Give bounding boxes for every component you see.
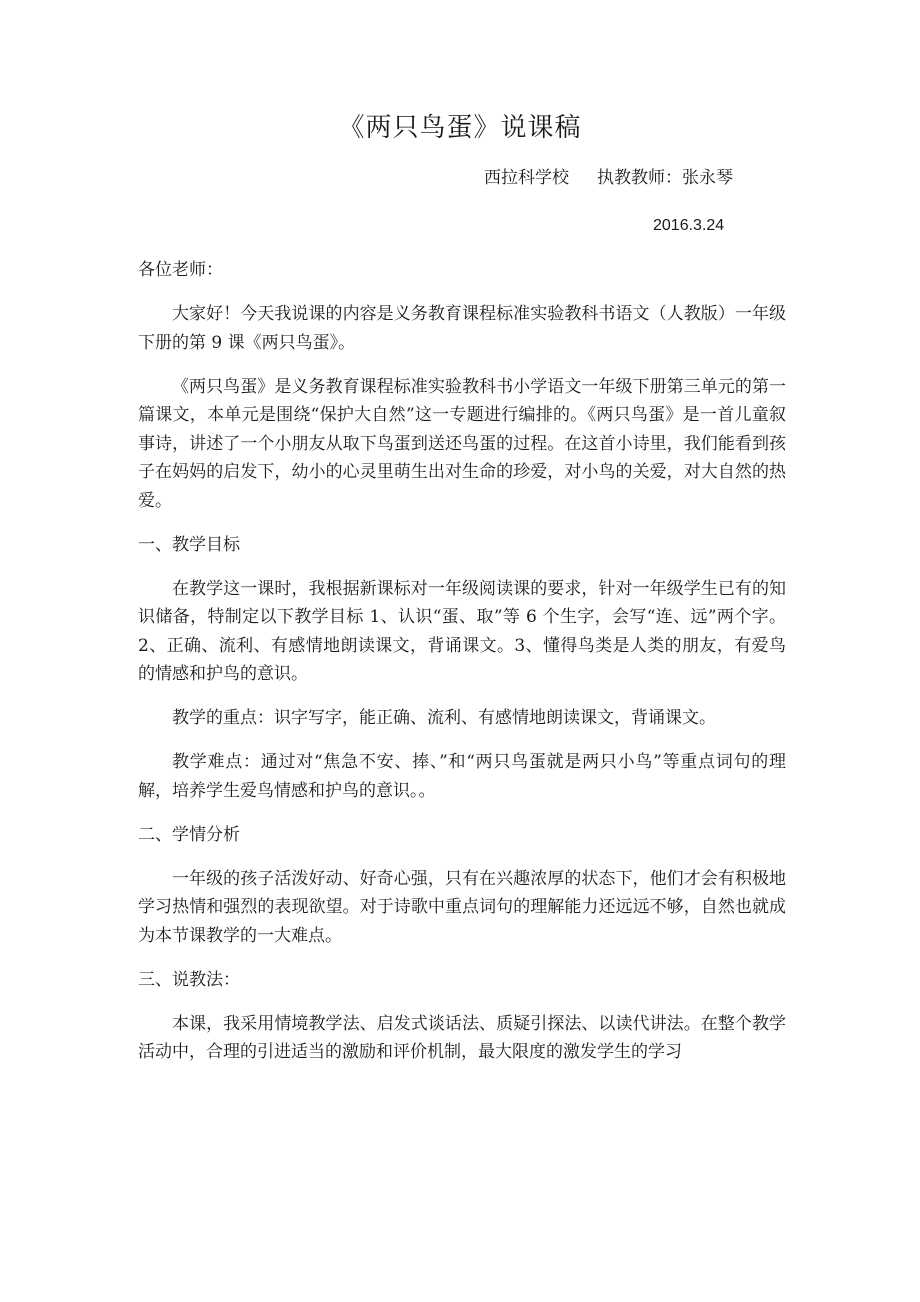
document-date: 2016.3.24 xyxy=(653,217,725,234)
paragraph-text-overview: 《两只鸟蛋》是义务教育课程标准实验教科书小学语文一年级下册第三单元的第一篇课文，本单元是围绕“保护大自然”这一专题进行编排的。《两只鸟蛋》是一首儿童叙事诗，讲述了一个小朋友从取下鸟蛋到送还鸟蛋的过程。在这首小诗里，我们能看到孩子在妈妈的启发下，幼小的心灵里萌生出对生命的珍爱，对小鸟的关爱，对大自然的热爱。 xyxy=(138,376,786,511)
paragraph-methods: 本课，我采用情境教学法、启发式谈话法、质疑引探法、以读代讲法。在整个教学活动中，合理的引进适当的激励和评价机制，最大限度的激发学生的学习 xyxy=(138,1013,786,1062)
paragraph-intro: 大家好！今天我说课的内容是义务教育课程标准实验教科书语文（人教版）一年级下册的第 9 课《两只鸟蛋》。 xyxy=(138,304,786,353)
school-name: 西拉科学校 xyxy=(484,168,569,188)
author-line xyxy=(484,164,733,192)
greeting: 各位老师： xyxy=(138,260,223,280)
paragraph-goals: 在教学这一课时，我根据新课标对一年级阅读课的要求，针对一年级学生已有的知识储备，特制定以下教学目标 1、认识“蛋、取”等 6 个生字，会写“连、远”两个字。2、正确、流利、有感情地朗读课文，背诵课文。3、懂得鸟类是人类的朋友，有爱鸟的情感和护鸟的意识。 xyxy=(138,578,786,684)
section-heading-analysis: 二、学情分析 xyxy=(138,824,240,845)
paragraph-analysis: 一年级的孩子活泼好动、好奇心强，只有在兴趣浓厚的状态下，他们才会有积极地学习热情和强烈的表现欲望。对于诗歌中重点词句的理解能力还远远不够，自然也就成为本节课教学的一大难点。 xyxy=(138,868,786,946)
paragraph-key-points: 教学的重点：识字写字，能正确、流利、有感情地朗读课文，背诵课文。 xyxy=(172,708,716,728)
paragraph-difficulties: 教学难点：通过对“焦急不安、捧、”和“两只鸟蛋就是两只小鸟”等重点词句的理解，培养学生爱鸟情感和护鸟的意识。。 xyxy=(138,752,786,801)
document-body xyxy=(138,256,786,1082)
section-heading-methods: 三、说教法： xyxy=(138,969,240,990)
document-title: 《两只鸟蛋》说课稿 xyxy=(338,113,582,143)
teacher-name: 执教教师：张永琴 xyxy=(597,168,733,188)
section-heading-goals: 一、教学目标 xyxy=(138,534,240,555)
